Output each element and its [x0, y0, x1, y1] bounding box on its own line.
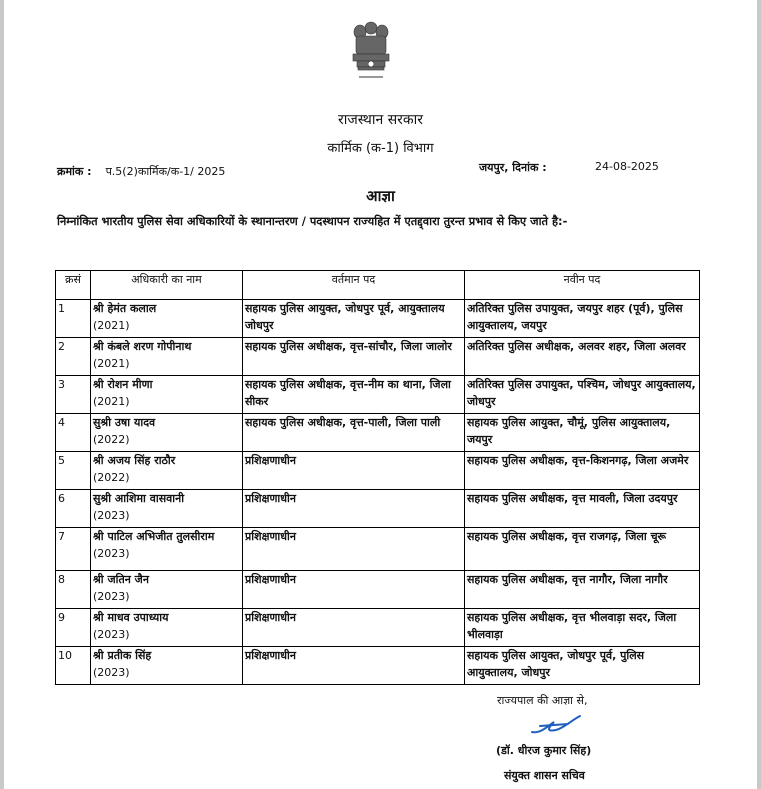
- department-title: कार्मिक (क-1) विभाग: [327, 141, 434, 156]
- cell-officer: [91, 338, 243, 376]
- cell-sno: 5: [56, 452, 91, 490]
- cell-sno: 8: [56, 571, 91, 609]
- cell-sno: 7: [56, 528, 91, 571]
- officer-name: श्री पाटिल अभिजीत तुलसीराम: [93, 530, 215, 543]
- cell-new-post: सहायक पुलिस अधीक्षक, वृत्त मावली, जिला उदयपुर: [465, 490, 700, 528]
- cell-sno: 9: [56, 609, 91, 647]
- cell-new-post: अतिरिक्त पुलिस उपायुक्त, पश्चिम, जोधपुर आयुक्तालय, जोधपुर: [465, 376, 700, 414]
- cell-current-post: सहायक पुलिस अधीक्षक, वृत्त-नीम का थाना, जिला सीकर: [243, 376, 465, 414]
- cell-new-post: सहायक पुलिस आयुक्त, जोधपुर पूर्व, पुलिस आयुक्तालय, जोधपुर: [465, 647, 700, 685]
- officer-name: श्री कंबले शरण गोपीनाथ: [93, 340, 192, 353]
- column-header-sno: क्रसं: [56, 271, 91, 300]
- officer-name: श्री रोशन मीणा: [93, 378, 153, 391]
- reference-number: प.5(2)कार्मिक/क-1/ 2025: [105, 165, 226, 178]
- cell-current-post: प्रशिक्षणाधीन: [243, 609, 465, 647]
- officer-batch: (2023): [93, 547, 130, 560]
- table-row: [56, 338, 700, 376]
- cell-officer: [91, 528, 243, 571]
- handwritten-signature-icon: [528, 712, 586, 738]
- cell-current-post: प्रशिक्षणाधीन: [243, 452, 465, 490]
- order-title: आज्ञा: [366, 187, 395, 205]
- cell-officer: [91, 490, 243, 528]
- cell-new-post: सहायक पुलिस आयुक्त, चौमूं, पुलिस आयुक्तालय, जयपुर: [465, 414, 700, 452]
- officer-batch: (2023): [93, 509, 130, 522]
- officer-batch: (2023): [93, 628, 130, 641]
- signatory-designation: संयुक्त शासन सचिव: [504, 769, 585, 782]
- table-row: [56, 300, 700, 338]
- officer-batch: (2021): [93, 319, 130, 332]
- place-date-label: जयपुर, दिनांक :: [479, 161, 547, 174]
- cell-current-post: प्रशिक्षणाधीन: [243, 647, 465, 685]
- cell-sno: 4: [56, 414, 91, 452]
- cell-officer: [91, 376, 243, 414]
- column-header-current-post: वर्तमान पद: [243, 271, 465, 300]
- cell-current-post: सहायक पुलिस आयुक्त, जोधपुर पूर्व, आयुक्तालय जोधपुर: [243, 300, 465, 338]
- officer-name: श्री अजय सिंह राठौर: [93, 454, 176, 467]
- officer-batch: (2023): [93, 666, 130, 679]
- table-row: [56, 609, 700, 647]
- officer-name: श्री हेमंत कलाल: [93, 302, 157, 315]
- cell-current-post: प्रशिक्षणाधीन: [243, 571, 465, 609]
- table-row: [56, 571, 700, 609]
- officer-name: सुश्री आशिमा वासवानी: [93, 492, 185, 505]
- cell-current-post: प्रशिक्षणाधीन: [243, 528, 465, 571]
- cell-current-post: सहायक पुलिस अधीक्षक, वृत्त-सांचौर, जिला जालोर: [243, 338, 465, 376]
- officer-name: श्री माधव उपाध्याय: [93, 611, 169, 624]
- table-row: [56, 490, 700, 528]
- officer-batch: (2021): [93, 357, 130, 370]
- cell-new-post: सहायक पुलिस अधीक्षक, वृत्त नागौर, जिला नागौर: [465, 571, 700, 609]
- table-row: [56, 647, 700, 685]
- table-row: [56, 528, 700, 571]
- column-header-new-post: नवीन पद: [465, 271, 700, 300]
- table-header-row: [56, 271, 700, 300]
- cell-new-post: सहायक पुलिस अधीक्षक, वृत्त राजगढ़, जिला चूरू: [465, 528, 700, 571]
- reference-label: क्रमांक :: [57, 165, 92, 178]
- officer-batch: (2021): [93, 395, 130, 408]
- cell-new-post: सहायक पुलिस अधीक्षक, वृत्त भीलवाड़ा सदर, जिला भीलवाड़ा: [465, 609, 700, 647]
- national-emblem-icon: [348, 16, 394, 88]
- cell-officer: [91, 647, 243, 685]
- officer-batch: (2023): [93, 590, 130, 603]
- cell-officer: [91, 414, 243, 452]
- cell-sno: 3: [56, 376, 91, 414]
- cell-new-post: अतिरिक्त पुलिस अधीक्षक, अलवर शहर, जिला अलवर: [465, 338, 700, 376]
- government-title: राजस्थान सरकार: [338, 112, 423, 128]
- cell-officer: [91, 571, 243, 609]
- order-date: 24-08-2025: [595, 160, 659, 173]
- officer-name: सुश्री उषा यादव: [93, 416, 156, 429]
- cell-officer: [91, 452, 243, 490]
- officer-batch: (2022): [93, 471, 130, 484]
- officer-name: श्री जतिन जैन: [93, 573, 149, 586]
- officer-batch: (2022): [93, 433, 130, 446]
- cell-sno: 2: [56, 338, 91, 376]
- cell-new-post: सहायक पुलिस अधीक्षक, वृत्त-किशनगढ़, जिला अजमेर: [465, 452, 700, 490]
- cell-current-post: प्रशिक्षणाधीन: [243, 490, 465, 528]
- reference-line: [57, 164, 225, 179]
- cell-officer: [91, 300, 243, 338]
- table-row: [56, 452, 700, 490]
- cell-sno: 10: [56, 647, 91, 685]
- officer-name: श्री प्रतीक सिंह: [93, 649, 152, 662]
- cell-sno: 1: [56, 300, 91, 338]
- cell-new-post: अतिरिक्त पुलिस उपायुक्त, जयपुर शहर (पूर्व), पुलिस आयुक्तालय, जयपुर: [465, 300, 700, 338]
- signatory-name: (डॉ. धीरज कुमार सिंह): [496, 744, 592, 757]
- cell-current-post: सहायक पुलिस अधीक्षक, वृत्त-पाली, जिला पाली: [243, 414, 465, 452]
- column-header-name: अधिकारी का नाम: [91, 271, 243, 300]
- transfer-table: [55, 270, 700, 685]
- cell-sno: 6: [56, 490, 91, 528]
- table-row: [56, 376, 700, 414]
- cell-officer: [91, 609, 243, 647]
- order-intro: निम्नांकित भारतीय पुलिस सेवा अधिकारियों के स्थानान्तरण / पदस्थापन राज्यहित में एतद्द्वारा तुरन्त प्रभाव से किए जाते है:-: [57, 214, 568, 228]
- table-row: [56, 414, 700, 452]
- governor-order-line: राज्यपाल की आज्ञा से,: [497, 694, 588, 707]
